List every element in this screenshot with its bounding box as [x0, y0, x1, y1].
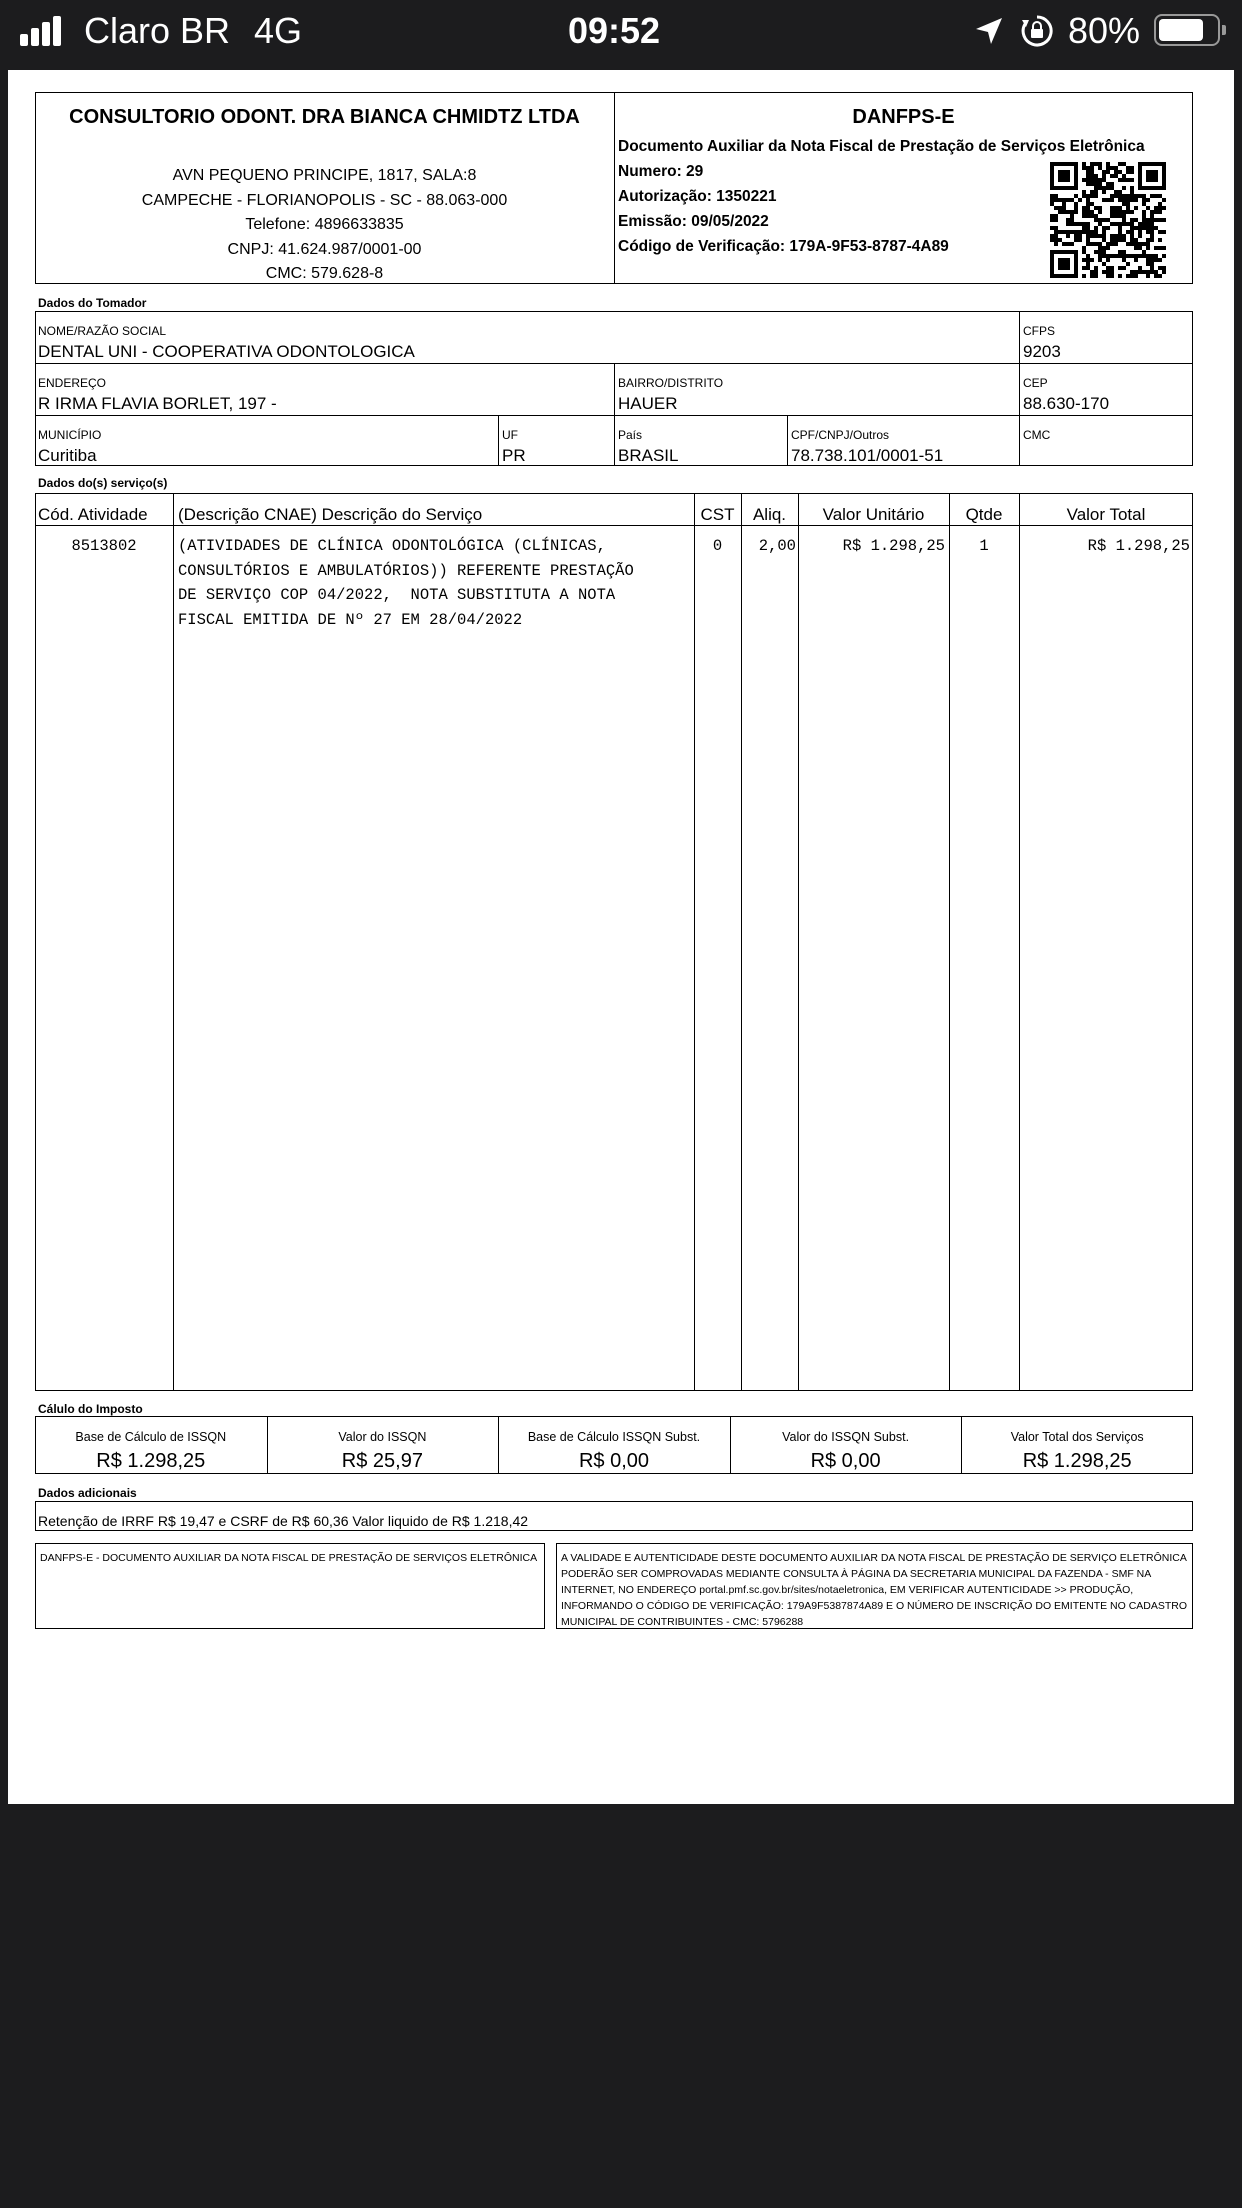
header-descricao: (Descrição CNAE) Descrição do Serviço	[178, 505, 483, 524]
imposto-value: R$ 25,97	[341, 1450, 423, 1472]
pais-value: BRASIL	[618, 446, 679, 465]
issuer-name: CONSULTORIO ODONT. DRA BIANCA CHMIDTZ LTDA	[69, 106, 580, 128]
uf-value: PR	[502, 446, 526, 465]
row-descricao: (ATIVIDADES DE CLÍNICA ODONTOLÓGICA (CLÍNICAS, CONSULTÓRIOS E AMBULATÓRIOS)) REFERENTE PRESTAÇÃO DE SERVIÇO COP 04/2022, NOTA SUBSTITUTA A NOTA FISCAL EMITIDA DE Nº 27 EM 28/04/2022	[178, 537, 634, 629]
network-type: 4G	[254, 10, 303, 51]
qr-code	[1050, 162, 1166, 278]
adicionais-text: Retenção de IRRF R$ 19,47 e CSRF de R$ 60,36 Valor liquido de R$ 1.218,42	[38, 1513, 529, 1529]
row-qtde: 1	[979, 537, 989, 555]
imposto-label: Valor Total dos Serviços	[1010, 1430, 1144, 1444]
issuer-cnpj: CNPJ: 41.624.987/0001-00	[227, 240, 422, 258]
row-valor-unitario: R$ 1.298,25	[842, 537, 945, 555]
pais-label: País	[618, 428, 643, 442]
header-qtde: Qtde	[965, 505, 1003, 524]
carrier: Claro BR	[84, 10, 231, 51]
municipio-value: Curitiba	[38, 446, 97, 465]
servicos-section-title: Dados do(s) serviço(s)	[38, 476, 168, 490]
cep-label: CEP	[1023, 376, 1048, 390]
nome-value: DENTAL UNI - COOPERATIVA ODONTOLOGICA	[38, 342, 415, 361]
rotation-lock-icon	[1020, 14, 1054, 48]
cfps-value: 9203	[1023, 342, 1061, 361]
cfps-label: CFPS	[1023, 324, 1056, 338]
imposto-label: Valor do ISSQN Subst.	[782, 1430, 910, 1444]
bairro-label: BAIRRO/DISTRITO	[618, 376, 724, 390]
doc-title: DANFPS-E	[852, 106, 955, 128]
imposto-label: Base de Cálculo ISSQN Subst.	[527, 1430, 701, 1444]
header-cod-atividade: Cód. Atividade	[38, 505, 148, 524]
adicionais-section-title: Dados adicionais	[38, 1486, 137, 1500]
issuer-phone: Telefone: 4896633835	[245, 216, 404, 233]
doc-subtitle: Documento Auxiliar da Nota Fiscal de Prestação de Serviços Eletrônica	[618, 138, 1145, 155]
row-valor-total: R$ 1.298,25	[1087, 537, 1190, 555]
row-codigo: 8513802	[71, 537, 137, 555]
imposto-label: Base de Cálculo de ISSQN	[75, 1430, 227, 1444]
header-valor-unitario: Valor Unitário	[822, 505, 925, 524]
doc-numero: Numero: 29	[618, 163, 704, 180]
tomador-section-title: Dados do Tomador	[38, 296, 147, 310]
header-cst: CST	[700, 505, 735, 524]
imposto-value: R$ 0,00	[578, 1450, 650, 1472]
status-bar	[0, 0, 1242, 70]
imposto-section-title: Cálulo do Imposto	[38, 1402, 143, 1416]
footer-right-text: A VALIDADE E AUTENTICIDADE DESTE DOCUMENTO AUXILIAR DA NOTA FISCAL DE PRESTAÇÃO DE SERVIÇO ELETRÔNICA PODERÃO SER COMPROVADAS MEDIANTE CONSULTA À PÁGINA DA SECRETARIA MUNICIPAL DA FAZENDA - SMF NA INTERNET, NO ENDEREÇO portal.pmf.sc.gov.br/sites/notaeletronica, EM VERIFICAR AUTENTICIDADE >> PRODUÇÃO, INFORMANDO O CÓDIGO DE VERIFICAÇÃO: 179A9F5387874A89 E O NÚMERO DE INSCRIÇÃO DO EMITENTE NO CADASTRO MUNICIPAL DE CONTRIBUINTES - CMC: 5796288	[556, 1543, 1193, 1629]
bairro-value: HAUER	[618, 394, 678, 413]
imposto-value: R$ 1.298,25	[96, 1450, 206, 1472]
doc-autorizacao: Autorização: 1350221	[618, 188, 777, 205]
battery-icon	[1154, 14, 1220, 46]
endereco-value: R IRMA FLAVIA BORLET, 197 -	[38, 394, 277, 413]
battery-percent: 80%	[1068, 10, 1141, 51]
doc-emissao: Emissão: 09/05/2022	[618, 213, 769, 230]
issuer-info	[35, 164, 614, 287]
signal-icon	[20, 16, 72, 46]
row-cst: 0	[712, 537, 723, 555]
footer-left-text: DANFPS-E - DOCUMENTO AUXILIAR DA NOTA FISCAL DE PRESTAÇÃO DE SERVIÇOS ELETRÔNICA	[35, 1543, 545, 1629]
cep-value: 88.630-170	[1023, 394, 1110, 413]
document-page	[8, 70, 1234, 1804]
issuer-address: AVN PEQUENO PRINCIPE, 1817, SALA:8	[172, 167, 477, 184]
cpf-label: CPF/CNPJ/Outros	[791, 428, 890, 442]
clock: 09:52	[568, 10, 661, 51]
cmc-label: CMC	[1023, 428, 1051, 442]
imposto-value: R$ 0,00	[810, 1450, 881, 1472]
issuer-cmc: CMC: 579.628-8	[265, 265, 384, 282]
municipio-label: MUNICÍPIO	[38, 428, 102, 442]
cpf-value: 78.738.101/0001-51	[791, 446, 944, 465]
imposto-label: Valor do ISSQN	[338, 1430, 427, 1444]
imposto-value: R$ 1.298,25	[1022, 1450, 1132, 1472]
doc-codigo: Código de Verificação: 179A-9F53-8787-4A89	[618, 238, 949, 255]
endereco-label: ENDEREÇO	[38, 376, 107, 390]
issuer-city: CAMPECHE - FLORIANOPOLIS - SC - 88.063-000	[141, 191, 508, 209]
header-aliq: Aliq.	[752, 505, 787, 524]
header-valor-total: Valor Total	[1066, 505, 1146, 524]
location-icon	[974, 16, 1004, 46]
row-aliq: 2,00	[758, 537, 796, 555]
nome-label: NOME/RAZÃO SOCIAL	[38, 324, 167, 338]
uf-label: UF	[502, 428, 518, 442]
